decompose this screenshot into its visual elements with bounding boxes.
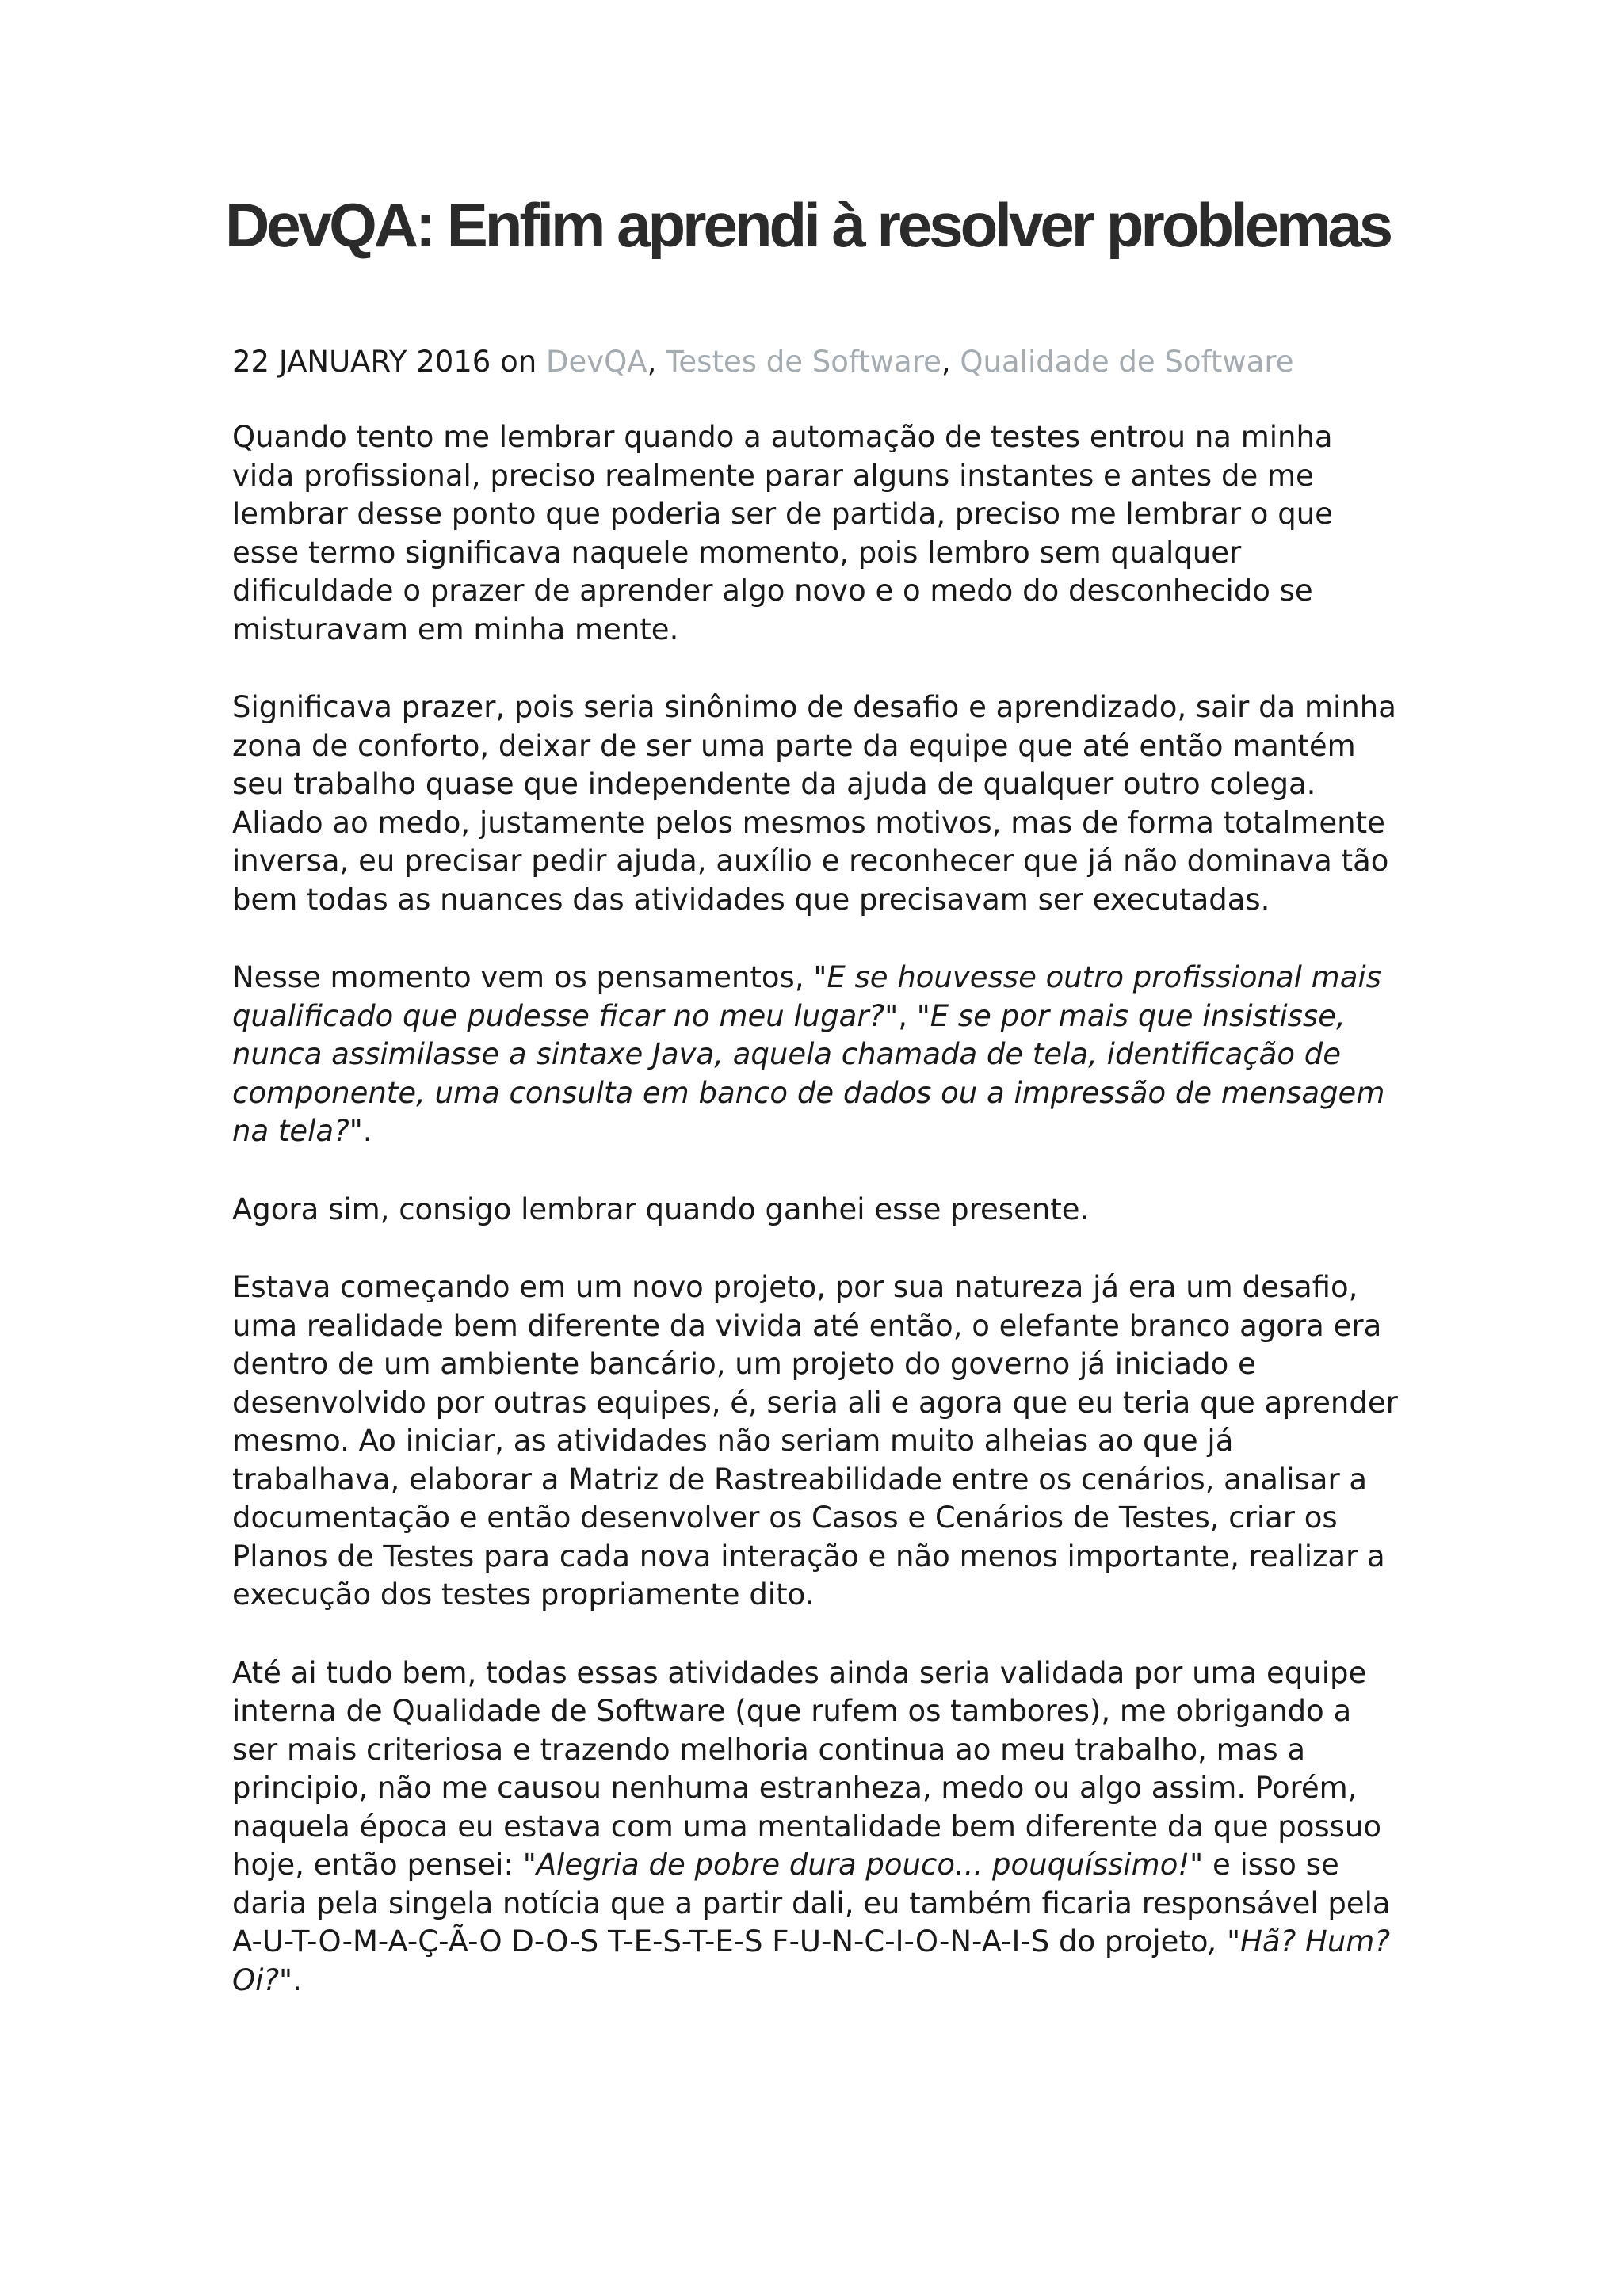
paragraph-2: Significava prazer, pois seria sinônimo de desafio e aprendizado, sair da minha zona de conforto, deixar de ser uma parte da equipe que até então mantém seu trabalho quase que independente da ajuda de qualquer outro colega. Aliado ao medo, justamente pelos mesmos motivos, mas de forma totalmente inversa, eu precisar pedir ajuda, auxílio e reconhecer que já não dominava tão bem todas as nuances das atividades que precisavam ser executadas.	[232, 690, 1396, 917]
paragraph-6-part-1: Até ai tudo bem, todas essas atividades ainda seria validada por uma equipe interna de Qualidade de Software (que rufem os tambores), me obrigando a ser mais criteriosa e trazendo melhoria continua ao meu trabalho, mas a principio, não me causou nenhuma estranheza, medo ou algo assim. Porém, naquela época eu estava com uma mentalidade bem diferente da que possuo hoje, então pensei:	[232, 1655, 1382, 1882]
tag-separator: ,	[647, 345, 666, 379]
paragraph-5: Estava começando em um novo projeto, por sua natureza já era um desafio, uma realidade bem diferente da vivida até então, o elefante branco agora era dentro de um ambiente bancário, um projeto do governo já iniciado e desenvolvido por outras equipes, é, seria ali e agora que eu teria que aprender mesmo. Ao iniciar, as atividades não seriam muito alheias ao que já trabalhava, elaborar a Matriz de Rastreabilidade entre os cenários, analisar a documentação e então desenvolver os Casos e Cenários de Testes, criar os Planos de Testes para cada nova interação e não menos importante, realizar a execução dos testes propriamente dito.	[232, 1270, 1398, 1611]
paragraph-6-part-2: e isso se daria pela singela notícia que a partir dali, eu também ficaria responsável pela A-U-T-O-M-A-Ç-Ã-O D-O-S T-E-S-T-E-S F-U-N-C-I-O-N-A-I-S do projeto	[232, 1848, 1391, 1958]
paragraph-3-end: .	[362, 1114, 372, 1148]
post-date: 22 JANUARY 2016	[232, 345, 491, 379]
quote-2: "E se por mais que insistisse, nunca assimilasse a sintaxe Java, aquela chamada de tela, identificação de componente, uma consulta em banco de dados ou a impressão de mensagem na tela?"	[232, 998, 1385, 1148]
paragraph-6	[232, 1654, 1401, 2000]
quote-4: , "Hã? Hum? Oi?"	[232, 1924, 1390, 1997]
quote-1: "E se houvesse outro profissional mais qualificado que pudesse ficar no meu lugar?"	[232, 960, 1381, 1033]
tag-separator: ,	[941, 345, 960, 379]
tag-link-qualidade-de-software[interactable]: Qualidade de Software	[960, 345, 1294, 379]
paragraph-6-end: .	[292, 1962, 302, 1997]
paragraph-1: Quando tento me lembrar quando a automação de testes entrou na minha vida profissional, preciso realmente parar alguns instantes e antes de me lembrar desse ponto que poderia ser de partida, preciso me lembrar o que esse termo significava naquele momento, pois lembro sem qualquer dificuldade o prazer de aprender algo novo e o medo do desconhecido se misturavam em minha mente.	[232, 420, 1333, 646]
post-meta-on: on	[491, 345, 546, 379]
paragraph-3	[232, 959, 1401, 1151]
tag-link-devqa[interactable]: DevQA	[545, 345, 647, 379]
paragraph-4: Agora sim, consigo lembrar quando ganhei esse presente.	[232, 1192, 1090, 1226]
post-meta	[232, 342, 1294, 382]
post-title: DevQA: Enfim aprendi à resolver problemas	[225, 190, 1391, 260]
quote-3: "Alegria de pobre dura pouco... pouquíssimo!"	[522, 1848, 1204, 1882]
paragraph-3-lead: Nesse momento vem os pensamentos,	[232, 960, 814, 994]
tag-link-testes-de-software[interactable]: Testes de Software	[666, 345, 941, 379]
post-content	[232, 418, 1401, 2039]
quote-separator: ,	[898, 998, 917, 1033]
